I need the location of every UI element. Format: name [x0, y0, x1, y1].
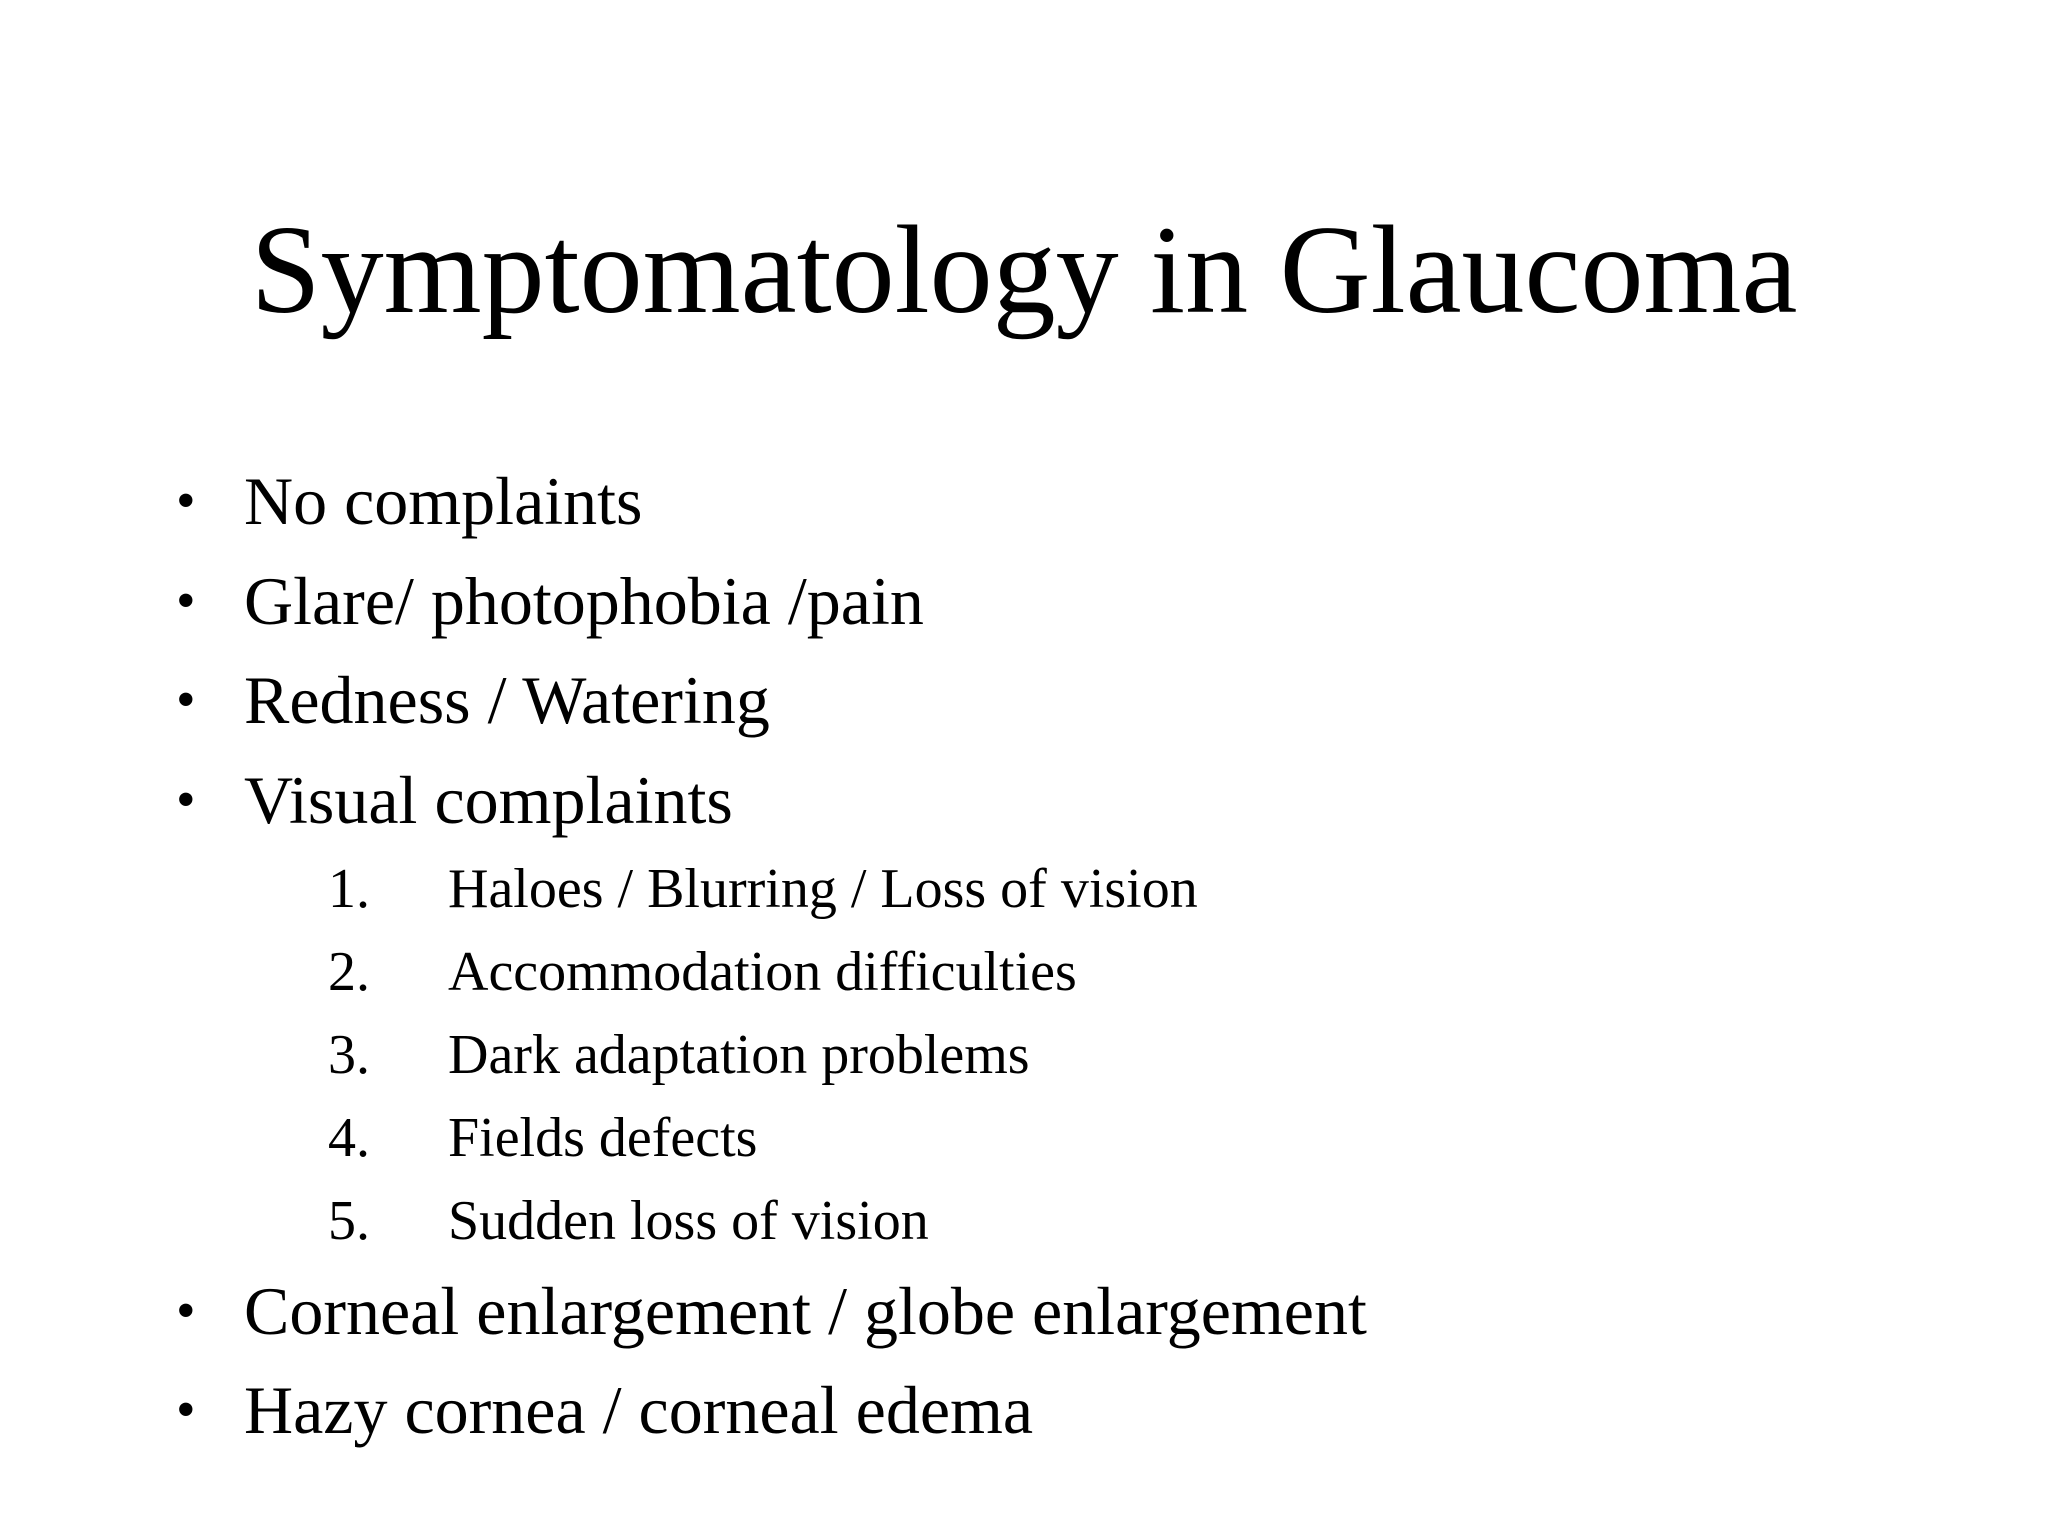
- bullet-text: Glare/ photophobia /pain: [244, 563, 924, 639]
- bullet-dot: •: [176, 1379, 196, 1441]
- bullet-text: Corneal enlargement / globe enlargement: [244, 1273, 1367, 1349]
- item-text: Dark adaptation problems: [448, 1024, 1030, 1086]
- item-number: 2.: [328, 941, 370, 1003]
- item-text: Sudden loss of vision: [448, 1190, 929, 1252]
- bullet-text: Visual complaints: [244, 762, 733, 838]
- bullet-dot: •: [176, 769, 196, 831]
- bullet-text: Hazy cornea / corneal edema: [244, 1372, 1034, 1448]
- bullet-dot: •: [176, 570, 196, 632]
- bullet-dot: •: [176, 1280, 196, 1342]
- slide-title: Symptomatology in Glaucoma: [250, 201, 1798, 340]
- bullet-dot: •: [176, 669, 196, 731]
- item-number: 1.: [328, 858, 370, 920]
- item-text: Fields defects: [448, 1107, 758, 1169]
- bullet-dot: •: [176, 470, 196, 532]
- item-text: Accommodation difficulties: [448, 941, 1077, 1003]
- bullet-text: No complaints: [244, 463, 643, 539]
- bullet-text: Redness / Watering: [244, 662, 770, 738]
- item-text: Haloes / Blurring / Loss of vision: [448, 858, 1198, 920]
- item-number: 4.: [328, 1107, 370, 1169]
- item-number: 5.: [328, 1190, 370, 1252]
- item-number: 3.: [328, 1024, 370, 1086]
